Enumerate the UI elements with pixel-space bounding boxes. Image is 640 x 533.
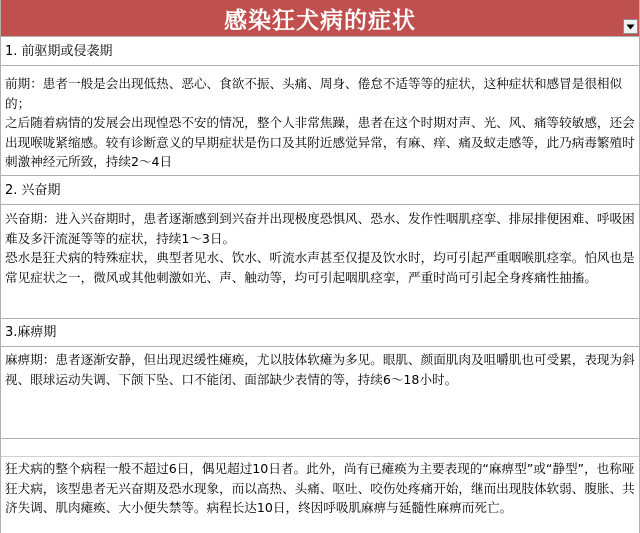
- title-cell[interactable]: [1, 0, 639, 37]
- section-3-body-cell[interactable]: [1, 347, 639, 439]
- chevron-down-icon: [626, 24, 635, 30]
- section-1-body-cell[interactable]: [1, 66, 639, 176]
- section-heading: 1. 前驱期或侵袭期: [5, 44, 113, 59]
- section-1-heading-cell[interactable]: [1, 37, 639, 66]
- section-paragraph: 兴奋期：进入兴奋期时，患者逐渐感到到兴奋并出现极度恐惧风、恐水、发作性咽肌痉挛、排尿排便困难、呼吸困难及多汗流涎等等的症状，持续1～3日。: [5, 211, 635, 246]
- summary-paragraph: 狂犬病的整个病程一般不超过6日，偶见超过10日者。此外，尚有已瘫痪为主要表现的“麻痹型”或“静型”，也称哑狂犬病，该型患者无兴奋期及恐水现象，而以高热、头痛、呕吐、咬伤处疼痛开始，继而出现肢体软弱、腹胀、共济失调、肌肉瘫痪、大小便失禁等。病程长达10日，终因呼吸肌麻痹与延髓性麻痹而死亡。: [5, 461, 635, 515]
- summary-cell[interactable]: [1, 457, 639, 533]
- section-3-heading-cell[interactable]: [1, 319, 639, 347]
- section-heading: 3.麻痹期: [5, 325, 57, 340]
- section-paragraph: 前期：患者一般是会出现低热、恶心、食欲不振、头痛、周身、倦怠不适等等的症状，这种症状和感冒是很相似的；: [5, 76, 623, 111]
- section-paragraph: 之后随着病情的发展会出现惶恐不安的情况，整个人非常焦躁，患者在这个时期对声、光、风、痛等较敏感，还会出现喉咙紧缩感。较有诊断意义的早期症状是伤口及其附近感觉异常，有麻、痒、痛及蚁走感等，此乃病毒繁殖时刺激神经元所致，持续2～4日: [5, 115, 635, 169]
- section-2-body-cell[interactable]: [1, 205, 639, 319]
- section-paragraph: 恐水是狂犬病的特殊症状，典型者见水、饮水、听流水声甚至仅提及饮水时，均可引起严重咽喉肌痉挛。怕风也是常见症状之一，微风或其他刺激如光、声、触动等，均可引起咽肌痉挛，严重时尚可引起全身疼痛性抽搐。: [5, 250, 635, 285]
- page-title: 感染狂犬病的症状: [224, 7, 416, 34]
- section-paragraph: 麻痹期：患者逐渐安静，但出现迟缓性瘫痪，尤以肢体软瘫为多见。眼肌、颜面肌肉及咀嚼肌也可受累，表现为斜视、眼球运动失调、下颌下坠、口不能闭、面部缺少表情的等，持续6～18小时。: [5, 352, 635, 387]
- section-heading: 2. 兴奋期: [5, 183, 61, 198]
- empty-cell[interactable]: [1, 439, 639, 457]
- section-2-heading-cell[interactable]: [1, 176, 639, 205]
- filter-dropdown-button[interactable]: [623, 19, 638, 34]
